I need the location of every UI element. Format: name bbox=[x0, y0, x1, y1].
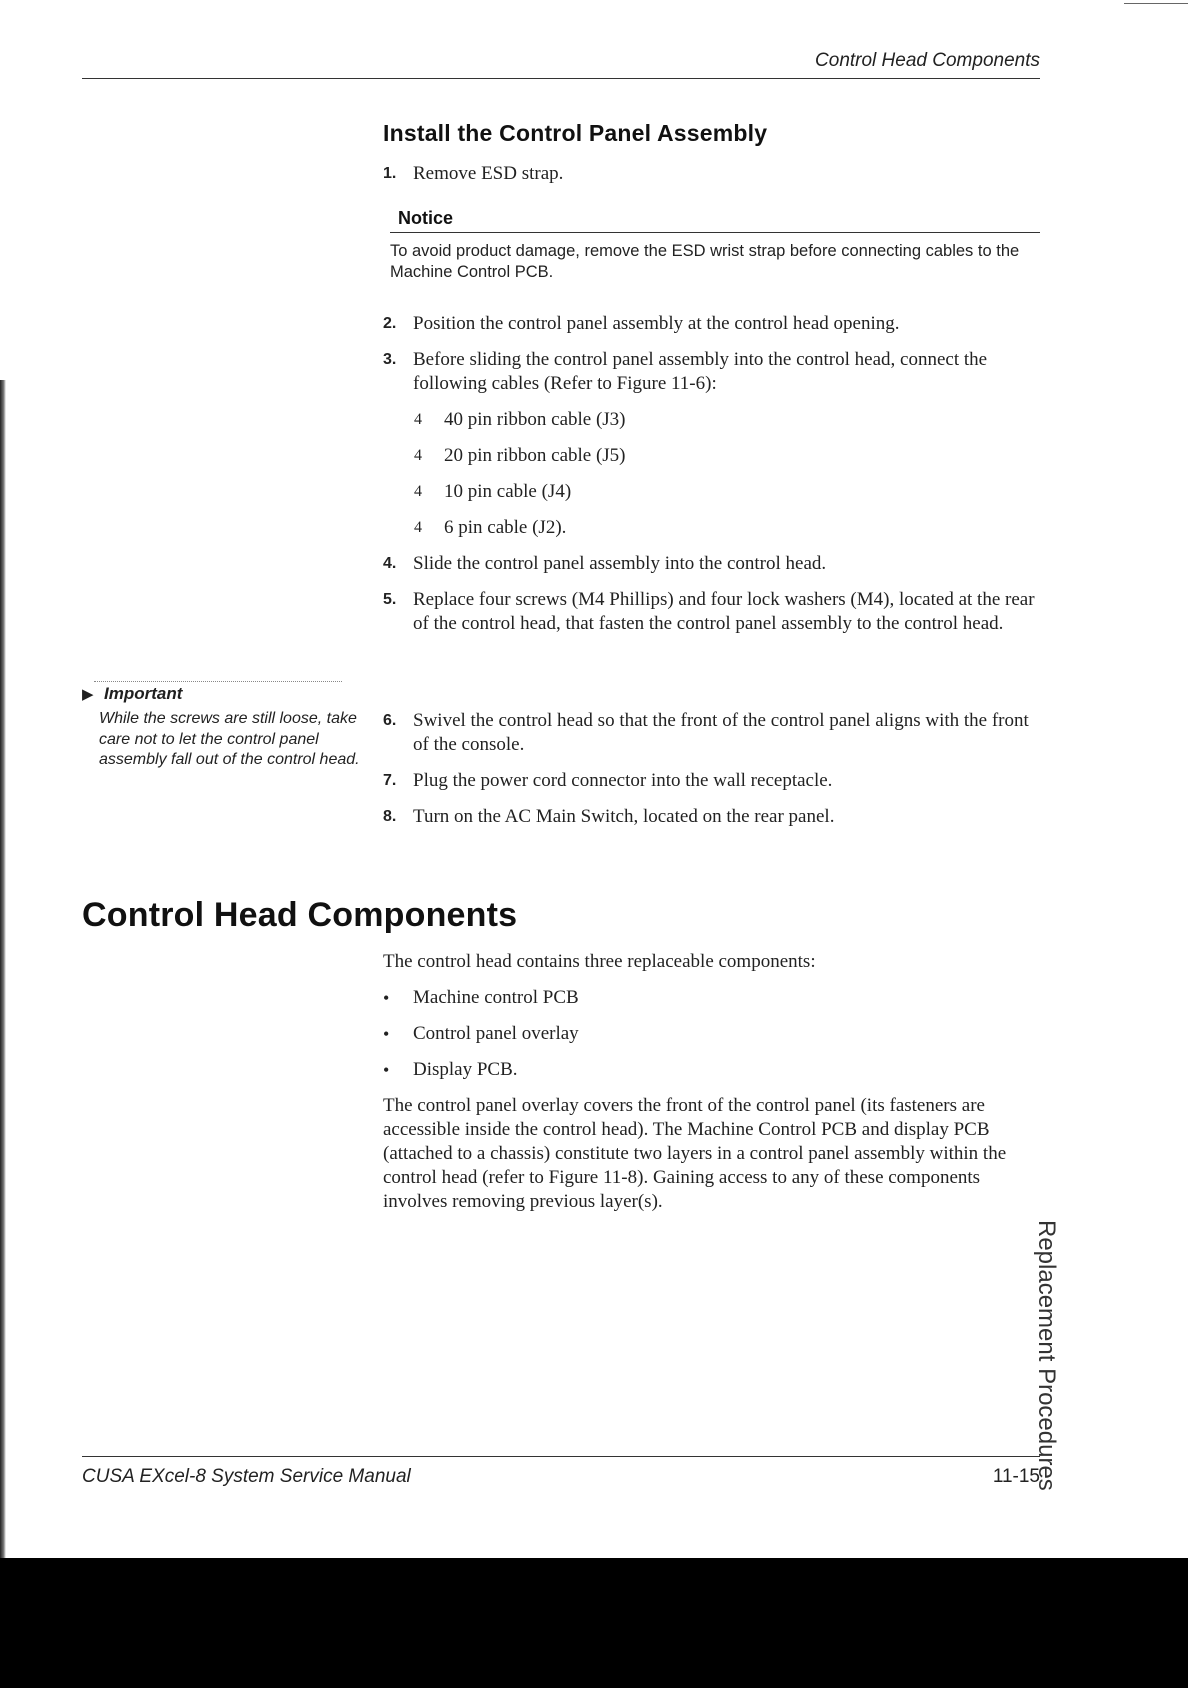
notice-body: To avoid product damage, remove the ESD wrist strap before connecting cables to the Machine Control PCB. bbox=[390, 242, 1020, 281]
component-text: Control panel overlay bbox=[413, 1023, 579, 1044]
bullet-dot-icon: • bbox=[383, 988, 390, 1008]
step-number: 1. bbox=[383, 165, 397, 182]
important-title: Important bbox=[104, 684, 183, 703]
step-number: 6. bbox=[383, 712, 397, 729]
footer-manual-title: CUSA EXcel-8 System Service Manual bbox=[82, 1466, 411, 1487]
step-text: Remove ESD strap. bbox=[413, 163, 564, 184]
step-number: 7. bbox=[383, 772, 397, 789]
step-number: 3. bbox=[383, 351, 397, 368]
bullet-dot-icon: • bbox=[383, 1024, 390, 1044]
bullet-dot-icon: • bbox=[383, 1060, 390, 1080]
cable-text: 40 pin ribbon cable (J3) bbox=[444, 409, 626, 430]
side-tab-replacement-procedures: Replacement Procedures bbox=[1033, 1220, 1060, 1491]
bullet-marker: 4 bbox=[414, 483, 422, 500]
arrow-right-icon: ▶ bbox=[82, 686, 94, 703]
corner-scan-line bbox=[1124, 3, 1188, 4]
step-number: 2. bbox=[383, 315, 397, 332]
cable-text: 10 pin cable (J4) bbox=[444, 481, 572, 502]
step-text: Slide the control panel assembly into the control head. bbox=[413, 553, 827, 574]
component-text: Machine control PCB bbox=[413, 987, 579, 1008]
section-heading-components: Control Head Components bbox=[82, 896, 518, 934]
step-number: 8. bbox=[383, 808, 397, 825]
scan-bottom-band bbox=[0, 1558, 1188, 1688]
step-number: 4. bbox=[383, 555, 397, 572]
components-paragraph: The control panel overlay covers the front of the control panel (its fasteners are accessible inside the control head). The Machine Control PCB and display PCB (attached to a chassis) constitute two layers in a control panel assembly within the control head (refer to Figure 11-8). Gaining access to any of these components involves removing previous layer(s). bbox=[383, 1095, 1007, 1212]
components-intro: The control head contains three replaceable components: bbox=[383, 951, 816, 972]
step-text: Position the control panel assembly at the control head opening. bbox=[413, 313, 900, 334]
step-text: Swivel the control head so that the front of the control panel aligns with the front of the console. bbox=[413, 710, 1029, 755]
header-rule bbox=[82, 78, 1040, 79]
step-number: 5. bbox=[383, 591, 397, 608]
footer-page-number: 11-15 bbox=[992, 1466, 1040, 1487]
cable-text: 6 pin cable (J2). bbox=[444, 517, 567, 538]
scan-edge-shadow bbox=[0, 380, 6, 1560]
running-header: Control Head Components bbox=[815, 50, 1040, 71]
cable-text: 20 pin ribbon cable (J5) bbox=[444, 445, 626, 466]
notice-rule bbox=[390, 232, 1040, 233]
footer-rule bbox=[82, 1456, 1040, 1457]
component-text: Display PCB. bbox=[413, 1059, 518, 1080]
step-text: Plug the power cord connector into the wall receptacle. bbox=[413, 770, 833, 791]
bullet-marker: 4 bbox=[414, 447, 422, 464]
bullet-marker: 4 bbox=[414, 519, 422, 536]
notice-title: Notice bbox=[398, 208, 454, 228]
step-text: Turn on the AC Main Switch, located on the rear panel. bbox=[413, 806, 835, 827]
important-rule bbox=[94, 681, 342, 682]
step-text: Replace four screws (M4 Phillips) and four lock washers (M4), located at the rear of the control head, that fasten the control panel assembly to the control head. bbox=[413, 589, 1035, 634]
step-text: Before sliding the control panel assembly into the control head, connect the following cables (Refer to Figure 11-6): bbox=[413, 349, 988, 394]
bullet-marker: 4 bbox=[414, 411, 422, 428]
section-heading-install: Install the Control Panel Assembly bbox=[383, 120, 768, 146]
important-body: While the screws are still loose, take care not to let the control panel assembly fall out of the control head. bbox=[99, 710, 360, 768]
